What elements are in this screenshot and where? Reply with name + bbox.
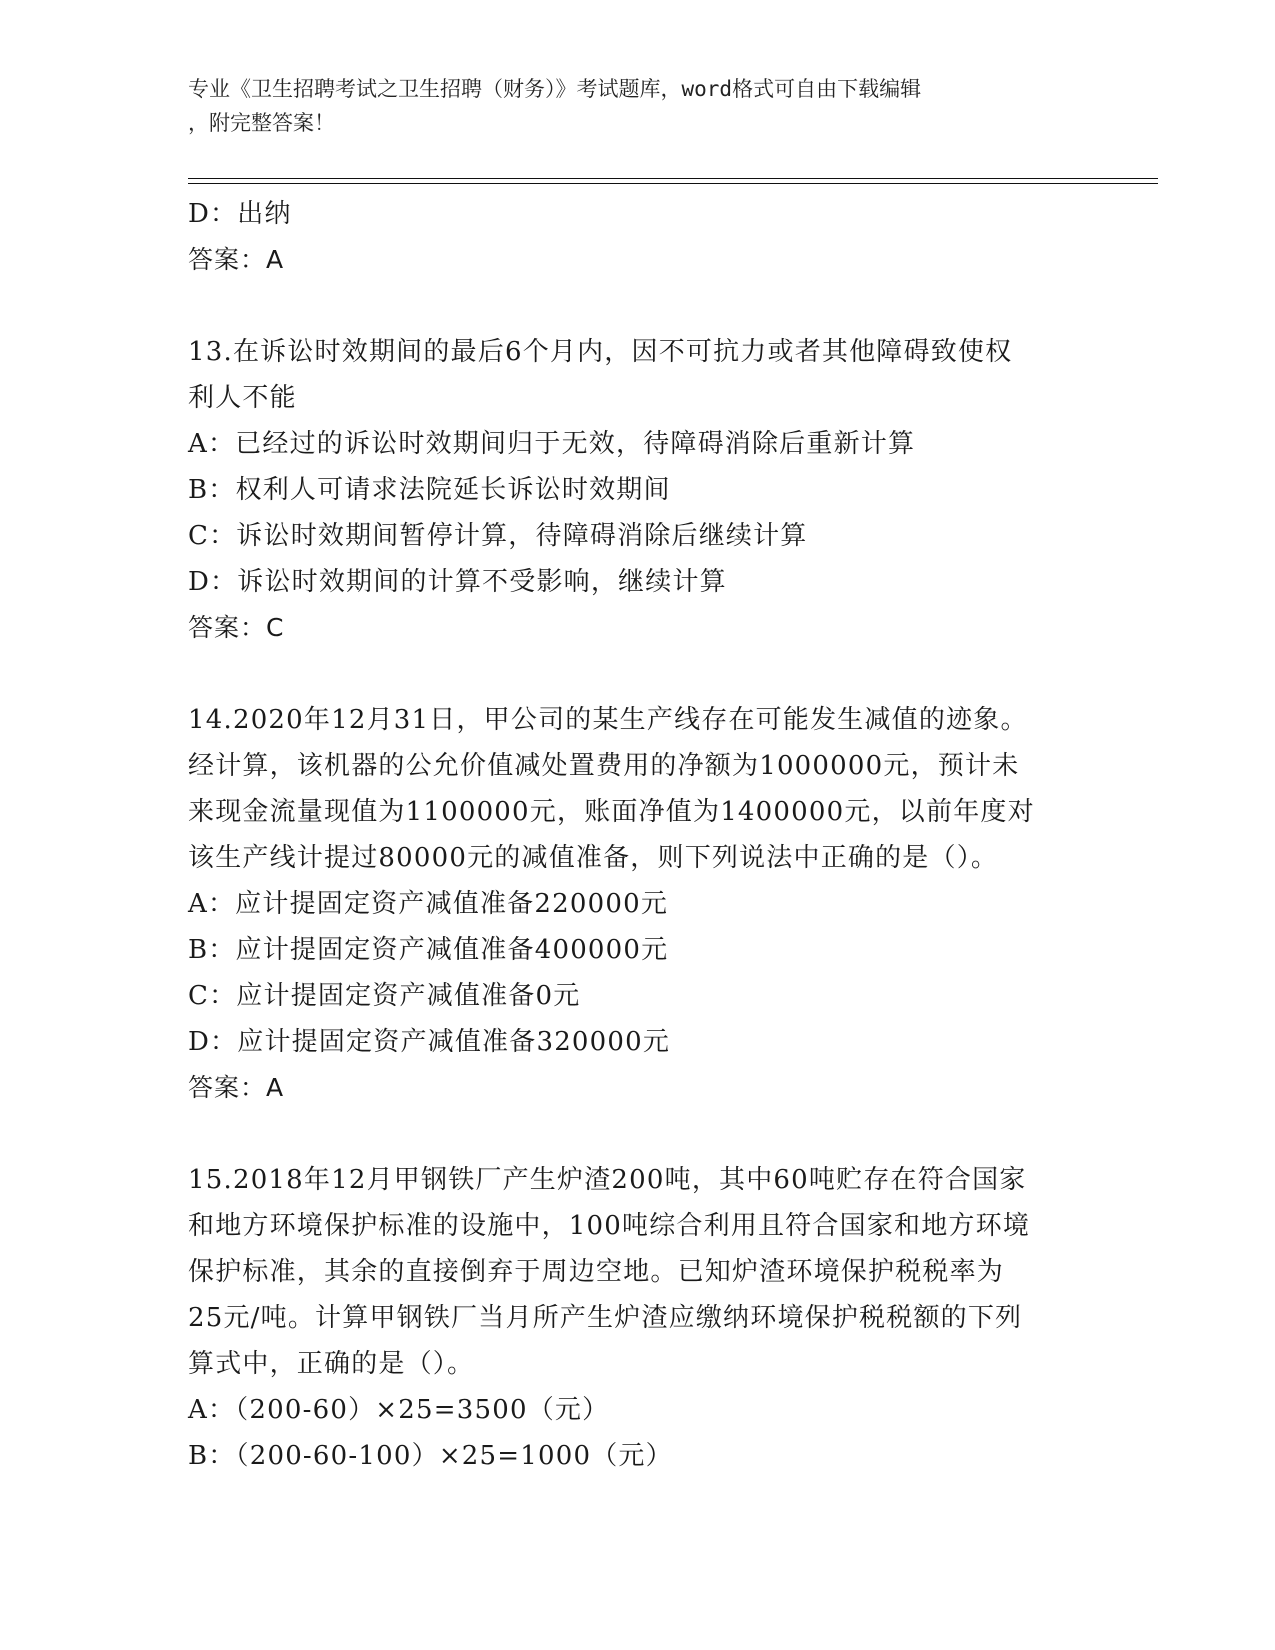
answer-line: 答案：C xyxy=(188,613,285,642)
answer-line: 答案：A xyxy=(188,245,285,274)
option-b: B：应计提固定资产减值准备400000元 xyxy=(188,935,669,965)
answer-line: 答案：A xyxy=(188,1073,285,1102)
question-12-tail xyxy=(188,191,1088,283)
option-a: A：（200-60）×25=3500（元） xyxy=(188,1395,610,1425)
question-15 xyxy=(188,1157,1088,1479)
header-divider-top xyxy=(188,178,1158,179)
document-header xyxy=(188,72,1088,140)
question-stem-line: 保护标准，其余的直接倒弃于周边空地。已知炉渣环境保护税税率为 xyxy=(188,1257,1005,1287)
option-b: B：权利人可请求法院延长诉讼时效期间 xyxy=(188,475,671,505)
spacer xyxy=(188,651,1088,697)
question-14 xyxy=(188,697,1088,1111)
option-b: B：（200-60-100）×25=1000（元） xyxy=(188,1441,673,1471)
question-13 xyxy=(188,329,1088,651)
question-stem-line: 来现金流量现值为1100000元，账面净值为1400000元，以前年度对 xyxy=(188,797,1035,827)
question-stem-line: 13.在诉讼时效期间的最后6个月内，因不可抗力或者其他障碍致使权 xyxy=(188,337,1013,367)
question-stem-line: 和地方环境保护标准的设施中，100吨综合利用且符合国家和地方环境 xyxy=(188,1211,1031,1241)
question-stem-line: 利人不能 xyxy=(188,383,297,413)
option-d: D：应计提固定资产减值准备320000元 xyxy=(188,1027,671,1057)
question-stem-line: 算式中，正确的是（）。 xyxy=(188,1349,475,1379)
document-body xyxy=(188,191,1088,1479)
question-stem-line: 14.2020年12月31日，甲公司的某生产线存在可能发生减值的迹象。 xyxy=(188,705,1028,735)
header-divider-bottom xyxy=(188,183,1158,184)
header-line-2: ，附完整答案！ xyxy=(188,111,335,135)
option-d: D：诉讼时效期间的计算不受影响，继续计算 xyxy=(188,567,727,597)
question-stem-line: 该生产线计提过80000元的减值准备，则下列说法中正确的是（）。 xyxy=(188,843,999,873)
question-stem-line: 15.2018年12月甲钢铁厂产生炉渣200吨，其中60吨贮存在符合国家 xyxy=(188,1165,1027,1195)
option-a: A：已经过的诉讼时效期间归于无效，待障碍消除后重新计算 xyxy=(188,429,916,459)
question-stem-line: 25元/吨。计算甲钢铁厂当月所产生炉渣应缴纳环境保护税税额的下列 xyxy=(188,1303,1023,1333)
option-c: C：诉讼时效期间暂停计算，待障碍消除后继续计算 xyxy=(188,521,808,551)
header-line-1: 专业《卫生招聘考试之卫生招聘（财务）》考试题库，word格式可自由下载编辑 xyxy=(188,77,922,101)
option-a: A：应计提固定资产减值准备220000元 xyxy=(188,889,669,919)
option-c: C：应计提固定资产减值准备0元 xyxy=(188,981,581,1011)
question-stem-line: 经计算，该机器的公允价值减处置费用的净额为1000000元，预计未 xyxy=(188,751,1020,781)
spacer xyxy=(188,283,1088,329)
spacer xyxy=(188,1111,1088,1157)
option-d: D：出纳 xyxy=(188,199,292,229)
